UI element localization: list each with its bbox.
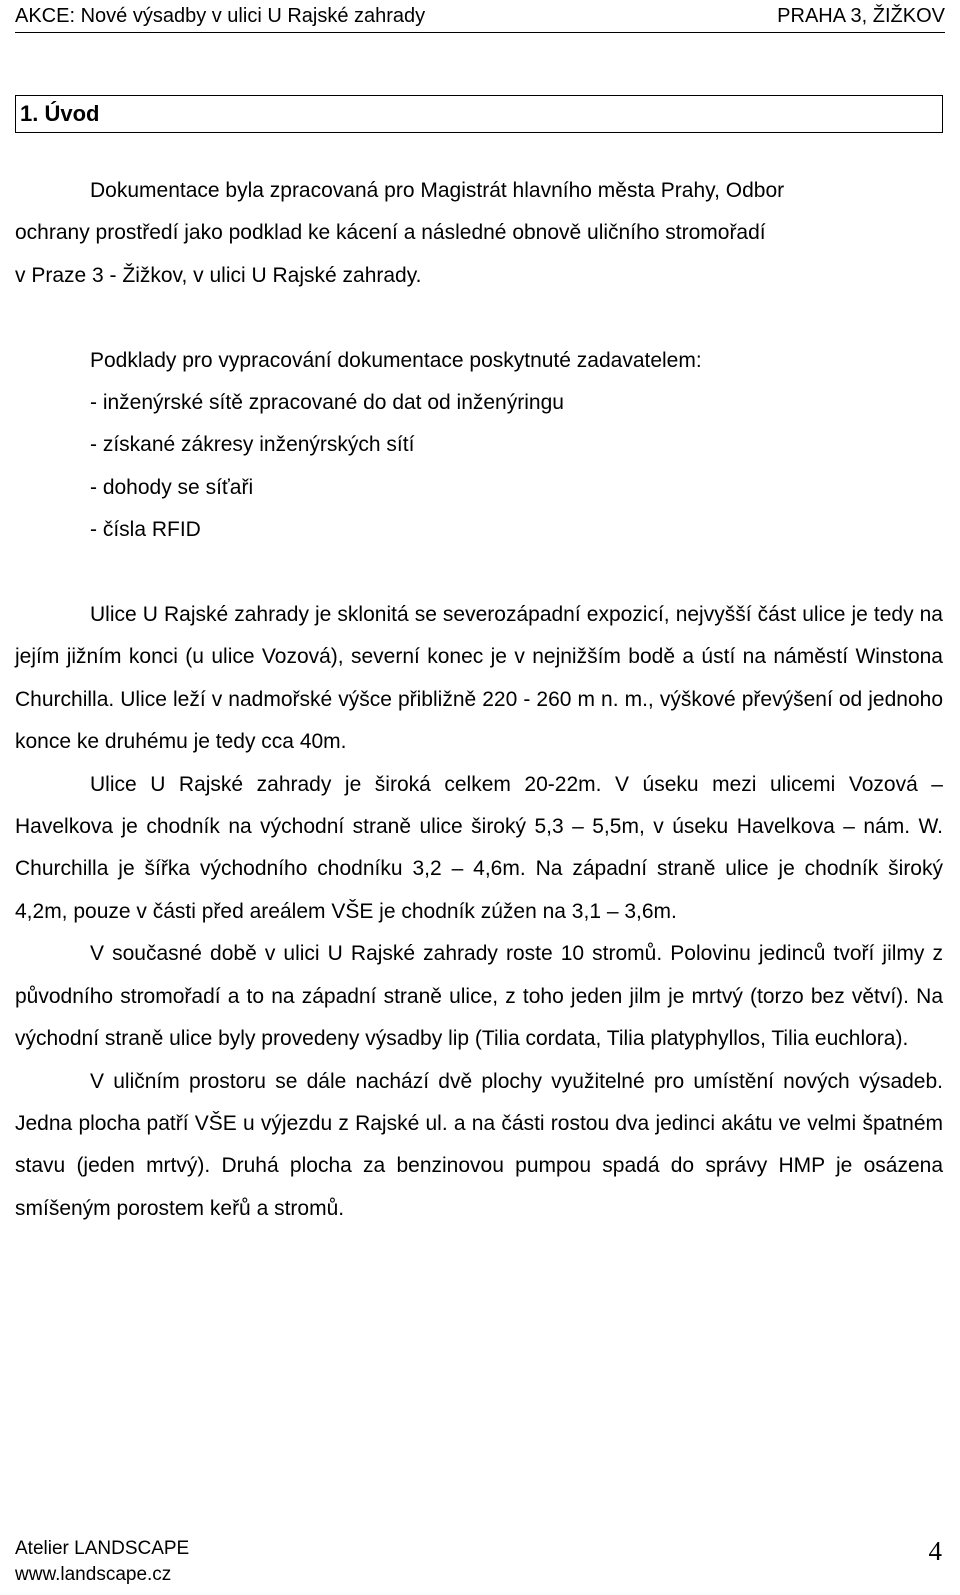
page-number: 4 bbox=[928, 1536, 942, 1566]
list-item: - získané zákresy inženýrských sítí bbox=[90, 433, 415, 457]
header-location: PRAHA 3, ŽIŽKOV bbox=[777, 4, 945, 27]
page-footer bbox=[15, 1536, 189, 1588]
paragraph-planting-areas: V uličním prostoru se dále nachází dvě plochy využitelné pro umístění nových výsadeb. Jedna plocha patří VŠE u výjezdu z Rajské ul. a na části rostou dva jedinci akátu ve velmi špatném stavu (jeden mrtvý). Druhá plocha za benzinovou pumpou spadá do správy HMP je osázena smíšeným porostem keřů a stromů. bbox=[15, 1069, 943, 1220]
header-project-title: AKCE: Nové výsadby v ulici U Rajské zahrady bbox=[15, 4, 426, 27]
intro-line: ochrany prostředí jako podklad ke kácení a následné obnově uličního stromořadí bbox=[15, 221, 766, 245]
footer-website: www.landscape.cz bbox=[15, 1564, 172, 1585]
intro-line: Dokumentace byla zpracovaná pro Magistrát hlavního města Prahy, Odbor bbox=[90, 179, 785, 202]
paragraph-street-width: Ulice U Rajské zahrady je široká celkem 20-22m. V úseku mezi ulicemi Vozová – Havelkova je chodník na východní straně ulice široký 5,3 – 5,5m, v úseku Havelkova – nám. W. Churchilla je šířka východního chodníku 3,2 – 4,6m. Na západní straně ulice je chodník široký 4,2m, pouze v části před areálem VŠE je chodník zúžen na 3,1 – 3,6m. bbox=[15, 772, 943, 923]
page-header bbox=[15, 0, 945, 33]
document-body bbox=[15, 170, 943, 1230]
list-item: - inženýrské sítě zpracované do dat od inženýringu bbox=[90, 391, 564, 415]
footer-company: Atelier LANDSCAPE bbox=[15, 1538, 190, 1559]
podklady-heading: Podklady pro vypracování dokumentace poskytnuté zadavatelem: bbox=[90, 348, 702, 372]
paragraph-trees: V současné době v ulici U Rajské zahrady roste 10 stromů. Polovinu jedinců tvoří jilmy z původního stromořadí a to na západní straně ulice, z toho jeden jilm je mrtvý (torzo bez větví). Na východní straně ulice byly provedeny výsadby lip (Tilia cordata, Tilia platyphyllos, Tilia euchlora). bbox=[15, 942, 943, 1051]
intro-line: v Praze 3 - Žižkov, v ulici U Rajské zahrady. bbox=[15, 263, 422, 287]
list-item: - čísla RFID bbox=[90, 518, 201, 542]
section-title: 1. Úvod bbox=[15, 95, 943, 133]
paragraph-street-slope: Ulice U Rajské zahrady je sklonitá se severozápadní expozicí, nejvyšší část ulice je tedy na jejím jižním konci (u ulice Vozová), severní konec je v nejnižším bodě a ústí na náměstí Winstona Churchilla. Ulice leží v nadmořské výšce přibližně 220 - 260 m n. m., výškové převýšení od jednoho konce ke druhému je tedy cca 40m. bbox=[15, 603, 943, 754]
list-item: - dohody se síťaři bbox=[90, 475, 254, 499]
